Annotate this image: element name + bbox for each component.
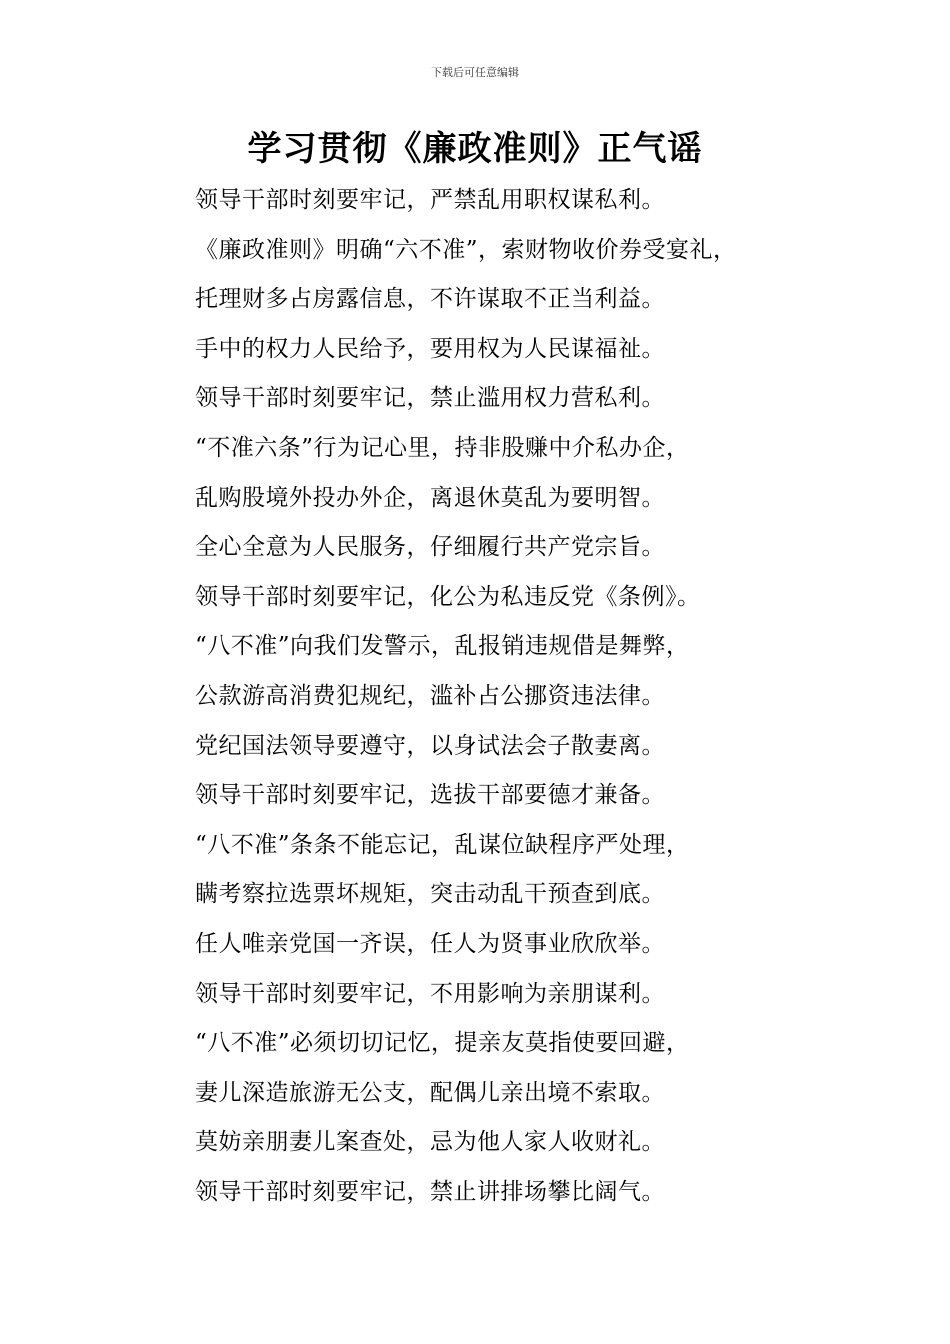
- poem-line: “不准六条”行为记心里，持非股赚中介私办企，: [195, 434, 690, 461]
- header-note: 下载后可任意编辑: [431, 66, 519, 79]
- poem-line: 党纪国法领导要遵守，以身试法会子散妻离。: [195, 732, 665, 759]
- poem-line: 领导干部时刻要牢记，严禁乱用职权谋私利。: [195, 187, 665, 213]
- poem-line: 领导干部时刻要牢记，化公为私违反党《条例》。: [195, 583, 701, 610]
- poem-line: “八不准”条条不能忘记，乱谋位缺程序严处理，: [195, 831, 690, 858]
- poem-line: “八不准”向我们发警示，乱报销违规借是舞弊，: [195, 633, 690, 660]
- poem-line: 全心全意为人民服务，仔细履行共产党宗旨。: [195, 534, 665, 561]
- poem-line: 托理财多占房露信息，不许谋取不正当利益。: [195, 286, 665, 313]
- poem-line: 妻儿深造旅游无公支，配偶儿亲出境不索取。: [195, 1079, 665, 1106]
- poem-line: 莫妨亲朋妻儿案查处，忌为他人家人收财礼。: [195, 1129, 665, 1156]
- poem-line: 领导干部时刻要牢记，禁止讲排场攀比阔气。: [195, 1178, 665, 1205]
- document-title: 学习贯彻《廉政准则》正气谣: [247, 129, 703, 169]
- poem-line: 手中的权力人民给予，要用权为人民谋福祉。: [195, 335, 665, 362]
- poem-line: 任人唯亲党国一齐误，任人为贤事业欣欣举。: [195, 930, 665, 957]
- poem-line: 领导干部时刻要牢记，不用影响为亲朋谋利。: [195, 980, 665, 1007]
- poem-body: [195, 176, 895, 1217]
- poem-line: 《廉政准则》明确“六不准”，索财物收价券受宴礼，: [195, 236, 737, 263]
- poem-line: 领导干部时刻要牢记，禁止滥用权力营私利。: [195, 385, 665, 412]
- poem-line: 瞒考察拉选票坏规矩，突击动乱干预查到底。: [195, 881, 665, 908]
- poem-line: 领导干部时刻要牢记，选拔干部要德才兼备。: [195, 782, 665, 809]
- poem-line: 公款游高消费犯规纪，滥补占公挪资违法律。: [195, 682, 665, 709]
- poem-line: “八不准”必须切切记忆，提亲友莫指使要回避，: [195, 1030, 690, 1057]
- poem-line: 乱购股境外投办外企，离退休莫乱为要明智。: [195, 484, 665, 511]
